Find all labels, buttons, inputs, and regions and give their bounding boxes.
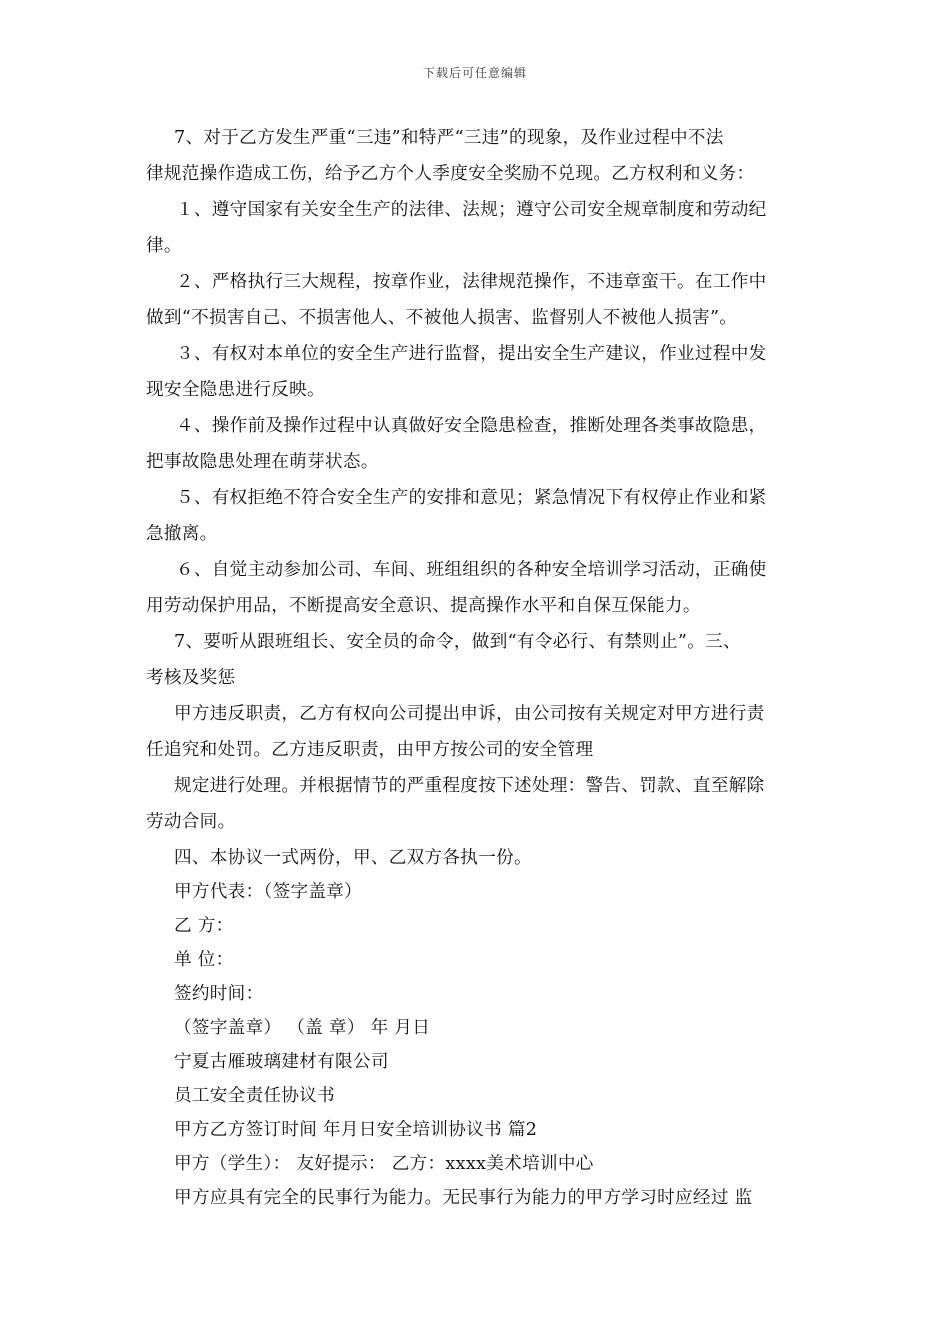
paragraph-line: ２、严格执行三大规程，按章作业，法律规范操作，不违章蛮干。在工作中 (176, 272, 767, 292)
company-name: 宁夏古雁玻璃建材有限公司 (174, 1052, 389, 1072)
paragraph-line: 律规范操作造成工伤，给予乙方个人季度安全奖励不兑现。乙方权利和义务： (146, 164, 755, 184)
party-line: 甲方（学生）： 友好提示： 乙方：xxxx美术培训中心 (174, 1154, 594, 1174)
paragraph-line: 任追究和处罚。乙方违反职责，由甲方按公司的安全管理 (146, 740, 594, 760)
paragraph-line: 做到“不损害自己、不损害他人、不被他人损害、监督别人不被他人损害”。 (146, 308, 738, 328)
header-note: 下载后可任意编辑 (422, 66, 527, 80)
document-title: 员工安全责任协议书 (174, 1086, 336, 1106)
signature-line: 甲方代表：（签字盖章） (174, 882, 363, 902)
signature-line: （签字盖章） （盖 章） 年 月日 (174, 1018, 431, 1038)
signature-line: 乙 方： (174, 916, 234, 936)
signature-line: 单 位： (174, 950, 234, 970)
paragraph-line: ３、有权对本单位的安全生产进行监督，提出安全生产建议，作业过程中发 (176, 344, 767, 364)
paragraph-line: 劳动合同。 (146, 812, 236, 832)
paragraph-line: １、遵守国家有关安全生产的法律、法规；遵守公司安全规章制度和劳动纪 (176, 200, 767, 220)
paragraph-line: ６、自觉主动参加公司、车间、班组组织的各种安全培训学习活动，正确使 (176, 560, 767, 580)
paragraph-line: ５、有权拒绝不符合安全生产的安排和意见；紧急情况下有权停止作业和紧 (176, 488, 767, 508)
paragraph-line: 规定进行处理。并根据情节的严重程度按下述处理：警告、罚款、直至解除 (174, 776, 765, 796)
paragraph-line: 考核及奖惩 (146, 668, 236, 688)
paragraph-line: 7、对于乙方发生严重“三违”和特严“三违”的现象，及作业过程中不法 (174, 128, 724, 148)
paragraph-line: 甲方违反职责，乙方有权向公司提出申诉，由公司按有关规定对甲方进行责 (174, 704, 765, 724)
section-heading: 甲方乙方签订时间 年月日安全培训协议书 篇2 (174, 1120, 538, 1140)
paragraph-line: 把事故隐患处理在萌芽状态。 (146, 452, 379, 472)
paragraph-line: 急撤离。 (146, 524, 218, 544)
paragraph-line: 7、要听从跟班组长、安全员的命令，做到“有令必行、有禁则止”。三、 (174, 632, 741, 652)
paragraph-line: 甲方应具有完全的民事行为能力。无民事行为能力的甲方学习时应经过 监 (174, 1188, 753, 1208)
signature-line: 签约时间： (174, 984, 264, 1004)
paragraph-line: 四、本协议一式两份，甲、乙双方各执一份。 (174, 848, 532, 868)
paragraph-line: 律。 (146, 236, 182, 256)
paragraph-line: ４、操作前及操作过程中认真做好安全隐患检查，推断处理各类事故隐患， (176, 416, 767, 436)
paragraph-line: 现安全隐患进行反映。 (146, 380, 325, 400)
paragraph-line: 用劳动保护用品，不断提高安全意识、提高操作水平和自保互保能力。 (146, 596, 701, 616)
